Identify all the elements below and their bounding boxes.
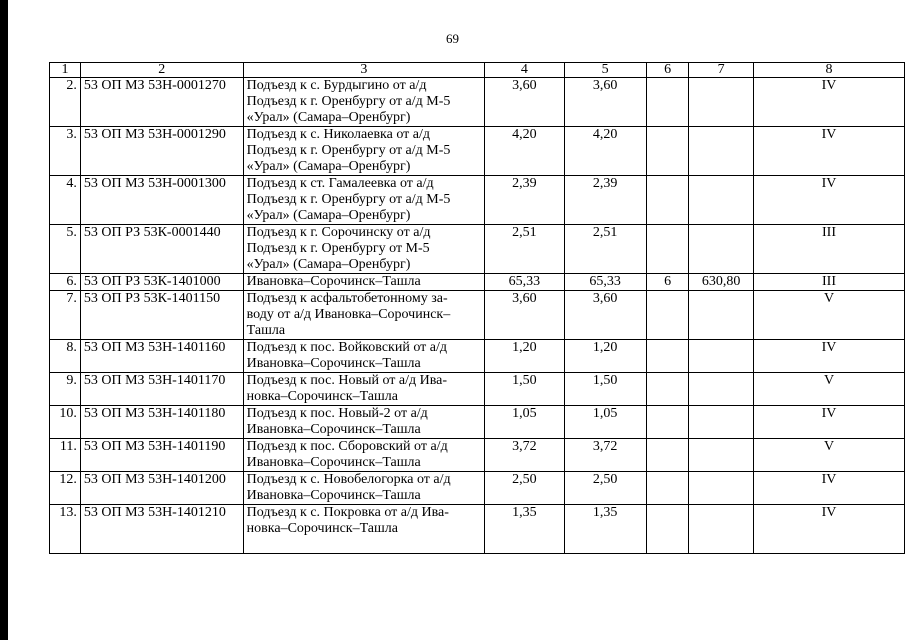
col4-value: 1,05 xyxy=(485,406,564,439)
column-header: 3 xyxy=(243,63,485,78)
category-value: IV xyxy=(754,78,905,127)
table-row xyxy=(50,373,905,406)
road-code: 53 ОП МЗ 53Н-1401160 xyxy=(80,340,243,373)
col7-value xyxy=(689,406,754,439)
row-number: 7. xyxy=(50,291,81,340)
col7-value xyxy=(689,505,754,554)
row-number: 11. xyxy=(50,439,81,472)
table-row xyxy=(50,406,905,439)
category-value: IV xyxy=(754,127,905,176)
road-code: 53 ОП РЗ 53К-1401000 xyxy=(80,274,243,291)
row-number: 4. xyxy=(50,176,81,225)
col6-value xyxy=(646,472,689,505)
col4-value: 1,50 xyxy=(485,373,564,406)
road-name: Ивановка–Сорочинск–Ташла xyxy=(243,274,485,291)
column-header: 2 xyxy=(80,63,243,78)
col5-value: 1,05 xyxy=(564,406,646,439)
col6-value xyxy=(646,78,689,127)
col4-value: 1,20 xyxy=(485,340,564,373)
col6-value xyxy=(646,127,689,176)
col4-value: 2,39 xyxy=(485,176,564,225)
column-header: 6 xyxy=(646,63,689,78)
table-row xyxy=(50,340,905,373)
col5-value: 1,20 xyxy=(564,340,646,373)
table-row xyxy=(50,439,905,472)
row-number: 5. xyxy=(50,225,81,274)
col7-value: 630,80 xyxy=(689,274,754,291)
col5-value: 4,20 xyxy=(564,127,646,176)
category-value: IV xyxy=(754,340,905,373)
row-number: 10. xyxy=(50,406,81,439)
category-value: V xyxy=(754,291,905,340)
col4-value: 3,60 xyxy=(485,291,564,340)
col6-value xyxy=(646,340,689,373)
row-number: 12. xyxy=(50,472,81,505)
road-code: 53 ОП МЗ 53Н-0001290 xyxy=(80,127,243,176)
category-value: IV xyxy=(754,472,905,505)
table-row xyxy=(50,291,905,340)
col5-value: 65,33 xyxy=(564,274,646,291)
category-value: V xyxy=(754,373,905,406)
col7-value xyxy=(689,373,754,406)
road-name: Подъезд к пос. Сборовский от а/д Ивановка–Сорочинск–Ташла xyxy=(243,439,485,472)
col7-value xyxy=(689,472,754,505)
road-name: Подъезд к с. Бурдыгино от а/д Подъезд к г. Оренбургу от а/д М-5 «Урал» (Самара–Оренбург) xyxy=(243,78,485,127)
road-code: 53 ОП МЗ 53Н-0001300 xyxy=(80,176,243,225)
col5-value: 1,50 xyxy=(564,373,646,406)
col6-value xyxy=(646,406,689,439)
table-row xyxy=(50,505,905,554)
table-row xyxy=(50,127,905,176)
col4-value: 4,20 xyxy=(485,127,564,176)
col4-value: 3,60 xyxy=(485,78,564,127)
row-number: 8. xyxy=(50,340,81,373)
col7-value xyxy=(689,225,754,274)
row-number: 9. xyxy=(50,373,81,406)
column-header: 8 xyxy=(754,63,905,78)
road-code: 53 ОП РЗ 53К-1401150 xyxy=(80,291,243,340)
road-name: Подъезд к с. Покровка от а/д Ива- новка–Сорочинск–Ташла xyxy=(243,505,485,554)
column-header: 4 xyxy=(485,63,564,78)
road-code: 53 ОП МЗ 53Н-1401180 xyxy=(80,406,243,439)
col4-value: 1,35 xyxy=(485,505,564,554)
row-number: 3. xyxy=(50,127,81,176)
col5-value: 3,72 xyxy=(564,439,646,472)
column-header: 5 xyxy=(564,63,646,78)
scan-edge-bar xyxy=(0,0,8,640)
table-row xyxy=(50,274,905,291)
col5-value: 2,50 xyxy=(564,472,646,505)
road-code: 53 ОП МЗ 53Н-1401200 xyxy=(80,472,243,505)
page-number: 69 xyxy=(446,31,459,46)
road-name: Подъезд к с. Новобелогорка от а/д Ивановка–Сорочинск–Ташла xyxy=(243,472,485,505)
table-row xyxy=(50,225,905,274)
col7-value xyxy=(689,291,754,340)
col6-value xyxy=(646,291,689,340)
category-value: IV xyxy=(754,406,905,439)
col7-value xyxy=(689,127,754,176)
row-number: 6. xyxy=(50,274,81,291)
road-name: Подъезд к с. Николаевка от а/д Подъезд к г. Оренбургу от а/д М-5 «Урал» (Самара–Оренбург) xyxy=(243,127,485,176)
road-name: Подъезд к асфальтобетонному за- воду от а/д Ивановка–Сорочинск– Ташла xyxy=(243,291,485,340)
col7-value xyxy=(689,78,754,127)
road-code: 53 ОП РЗ 53К-0001440 xyxy=(80,225,243,274)
column-header: 7 xyxy=(689,63,754,78)
col4-value: 2,50 xyxy=(485,472,564,505)
col7-value xyxy=(689,176,754,225)
col6-value xyxy=(646,505,689,554)
road-name: Подъезд к г. Сорочинску от а/д Подъезд к г. Оренбургу от М-5 «Урал» (Самара–Оренбург) xyxy=(243,225,485,274)
col5-value: 2,39 xyxy=(564,176,646,225)
col5-value: 1,35 xyxy=(564,505,646,554)
row-number: 2. xyxy=(50,78,81,127)
table-row xyxy=(50,176,905,225)
table-row xyxy=(50,472,905,505)
col4-value: 65,33 xyxy=(485,274,564,291)
road-name: Подъезд к пос. Новый-2 от а/д Ивановка–Сорочинск–Ташла xyxy=(243,406,485,439)
category-value: IV xyxy=(754,176,905,225)
table-header-row xyxy=(50,63,905,78)
col6-value xyxy=(646,225,689,274)
col5-value: 3,60 xyxy=(564,291,646,340)
col4-value: 2,51 xyxy=(485,225,564,274)
road-name: Подъезд к ст. Гамалеевка от а/д Подъезд к г. Оренбургу от а/д М-5 «Урал» (Самара–Оренбург) xyxy=(243,176,485,225)
category-value: IV xyxy=(754,505,905,554)
table-row xyxy=(50,78,905,127)
col4-value: 3,72 xyxy=(485,439,564,472)
col7-value xyxy=(689,439,754,472)
roads-table xyxy=(49,62,905,554)
col6-value: 6 xyxy=(646,274,689,291)
road-name: Подъезд к пос. Новый от а/д Ива- новка–Сорочинск–Ташла xyxy=(243,373,485,406)
category-value: III xyxy=(754,225,905,274)
road-code: 53 ОП МЗ 53Н-0001270 xyxy=(80,78,243,127)
col6-value xyxy=(646,439,689,472)
road-code: 53 ОП МЗ 53Н-1401170 xyxy=(80,373,243,406)
col6-value xyxy=(646,373,689,406)
category-value: V xyxy=(754,439,905,472)
road-code: 53 ОП МЗ 53Н-1401210 xyxy=(80,505,243,554)
column-header: 1 xyxy=(50,63,81,78)
col7-value xyxy=(689,340,754,373)
road-code: 53 ОП МЗ 53Н-1401190 xyxy=(80,439,243,472)
row-number: 13. xyxy=(50,505,81,554)
road-name: Подъезд к пос. Войковский от а/д Ивановка–Сорочинск–Ташла xyxy=(243,340,485,373)
col5-value: 3,60 xyxy=(564,78,646,127)
category-value: III xyxy=(754,274,905,291)
col6-value xyxy=(646,176,689,225)
col5-value: 2,51 xyxy=(564,225,646,274)
